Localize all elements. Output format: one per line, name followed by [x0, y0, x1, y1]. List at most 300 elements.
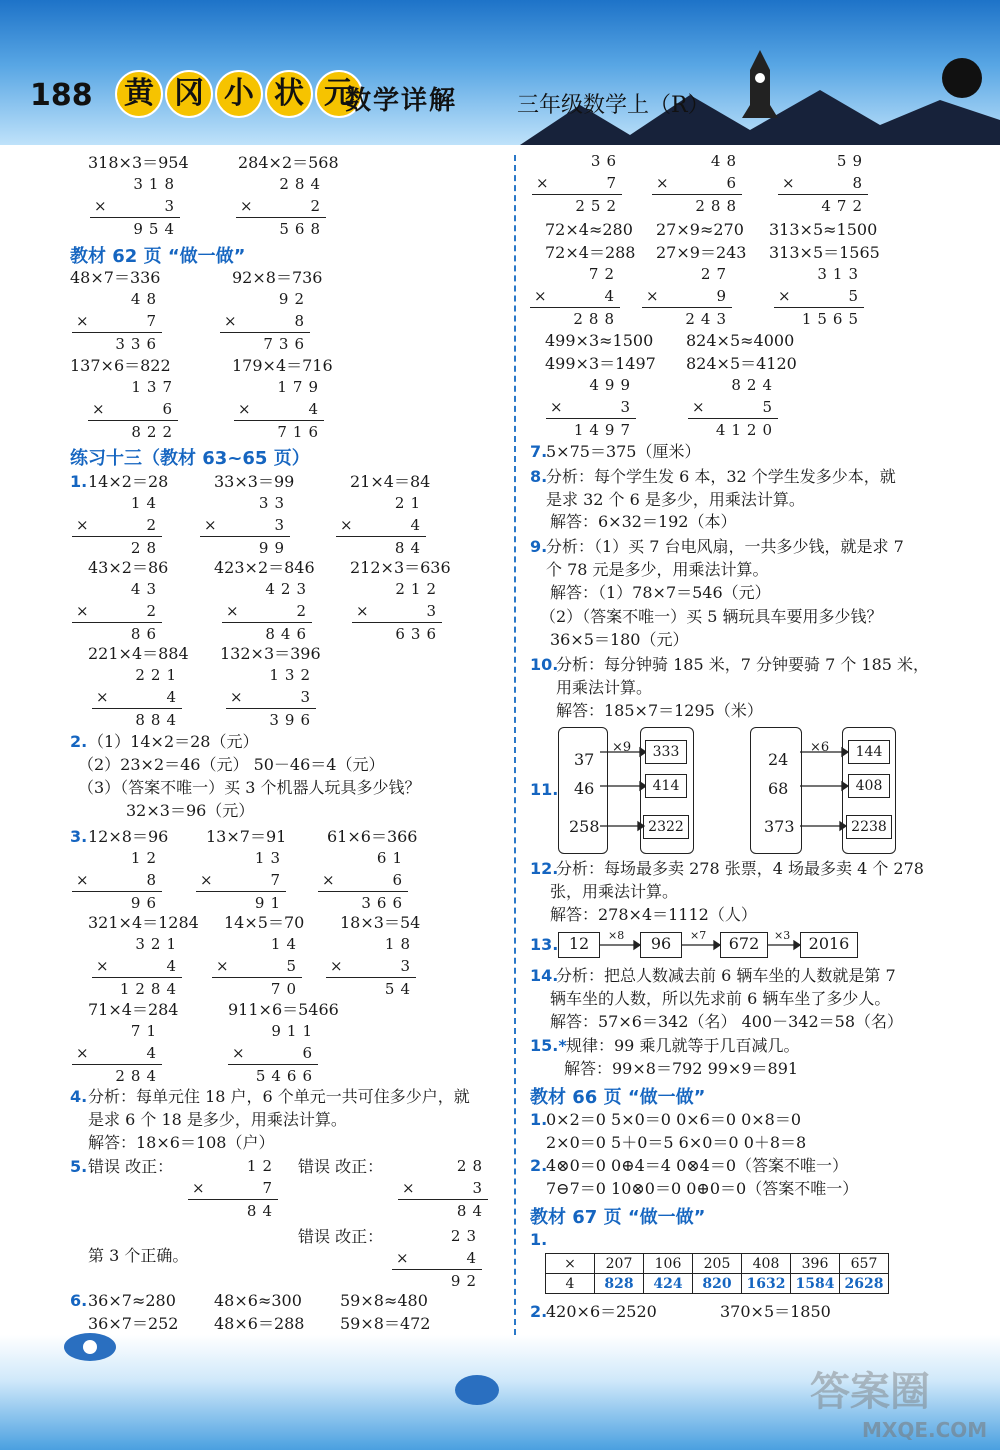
operand: 21 [394, 494, 426, 512]
operator-label: ×9 [612, 740, 632, 755]
product: 884 [135, 711, 182, 729]
product: 84 [456, 1202, 488, 1220]
operand: 4 [166, 688, 182, 706]
input-value: 37 [574, 750, 595, 769]
operand: 4 [308, 400, 324, 418]
table-header-row [546, 1254, 889, 1274]
answer-line: 4⊗0＝0 0⊕4＝4 0⊗4＝0（答案不唯一） [546, 1156, 849, 1175]
equation: 132×3＝396 [220, 644, 321, 663]
equation: 423×2＝846 [214, 558, 315, 577]
equation: 36×7≈280 [88, 1291, 176, 1310]
multiplier-row: × 5 [688, 396, 778, 419]
operand: 8 [852, 174, 868, 192]
product: 54 [384, 980, 416, 998]
operand: 6 [726, 174, 742, 192]
vertical-calc [392, 1225, 482, 1292]
operator-label: ×8 [608, 929, 625, 942]
equation: 14×5＝70 [224, 913, 305, 932]
vertical-calc [226, 664, 316, 731]
multiplier-row: × 6 [318, 869, 408, 892]
watermark-url: MXQE.COM [862, 1418, 988, 1442]
vertical-calc [234, 376, 324, 443]
operand: 5 [286, 957, 302, 975]
equation: 313×5≈1500 [769, 220, 878, 239]
multiplier-row: × 4 [72, 1042, 162, 1065]
product: 84 [394, 539, 426, 557]
input-value: 24 [768, 750, 789, 769]
product: 568 [279, 220, 326, 238]
product: 5466 [255, 1067, 318, 1085]
operand: 221 [135, 666, 182, 684]
answer-line: 解答：99×8＝792 99×9＝891 [564, 1059, 799, 1078]
operand: 7 [270, 871, 286, 889]
table-cell: 2628 [840, 1274, 889, 1294]
question-number: 3. [70, 827, 88, 846]
operand: 12 [246, 1157, 278, 1175]
answer-line: 规律：99 乘几就等于几百减几。 [566, 1036, 800, 1055]
answer-line: 7⊖7＝0 10⊗0＝0 0⊕0＝0（答案不唯一） [546, 1179, 859, 1198]
rocket-icon [60, 1325, 120, 1370]
output-value: 333 [645, 740, 687, 764]
vertical-calc [546, 374, 636, 441]
equation: 59×8≈480 [340, 1291, 428, 1310]
arrow-icon [598, 940, 802, 952]
equation: 27×9≈270 [656, 220, 744, 239]
brand-suffix: 数学详解 [345, 86, 458, 116]
multiplier-row: × 5 [774, 285, 864, 308]
product: 288 [695, 197, 742, 215]
multiplier-row: × 2 [222, 600, 312, 623]
output-value: 408 [848, 774, 890, 798]
question-number: 2. [530, 1302, 548, 1321]
table-cell: 424 [644, 1274, 693, 1294]
multiplier-row: × 5 [212, 955, 302, 978]
equation: 911×6＝5466 [228, 1000, 339, 1019]
answer-line: 36×5＝180（元） [550, 630, 689, 649]
subject-label: 三年级数学上（R） [517, 93, 710, 118]
operand: 23 [450, 1227, 482, 1245]
answer-line: 错误 改正： [298, 1227, 384, 1246]
table-cell: 408 [742, 1254, 791, 1274]
equation: 212×3＝636 [350, 558, 451, 577]
answer-line: 32×3＝96（元） [126, 801, 255, 820]
operand: 7 [146, 312, 162, 330]
product: 336 [115, 335, 162, 353]
vertical-calc [72, 578, 162, 645]
vertical-calc [72, 288, 162, 355]
answer-line: （2）（答案不唯一）买 5 辆玩具车要用多少钱？ [540, 607, 883, 626]
brand-char: 状 [265, 70, 313, 118]
answer-line: （1）14×2＝28（元） [88, 732, 259, 751]
answer-line: 2×0＝0 5＋0＝5 6×0＝0 0＋8＝8 [546, 1133, 807, 1152]
question-number: 2. [530, 1156, 548, 1175]
multiplier-row: × 7 [196, 869, 286, 892]
answer-line: 第 3 个正确。 [88, 1246, 189, 1265]
answer-line: 解答：18×6＝108（户） [88, 1133, 275, 1152]
vertical-calc [196, 847, 286, 914]
vertical-calc [188, 1155, 278, 1222]
equation: 284×2＝568 [238, 153, 339, 172]
operand: 4 [466, 1249, 482, 1267]
question-number: 10. [530, 655, 559, 674]
multiplier-row: × 3 [398, 1177, 488, 1200]
multiplier-row: × 3 [200, 514, 290, 537]
operand: 7 [262, 1179, 278, 1197]
operand: 911 [271, 1022, 318, 1040]
operand: 3 [300, 688, 316, 706]
chain-value: 96 [640, 932, 682, 958]
equation: 318×3＝954 [88, 153, 189, 172]
vertical-calc [642, 263, 732, 330]
operand: 321 [135, 935, 182, 953]
chain-value: 12 [558, 932, 600, 958]
operand: 318 [133, 175, 180, 193]
equation: 59×8＝472 [340, 1314, 431, 1333]
equation: 824×5≈4000 [686, 331, 795, 350]
vertical-calc [318, 847, 408, 914]
operand: 36 [590, 152, 622, 170]
product: 86 [130, 625, 162, 643]
equation: 36×7＝252 [88, 1314, 179, 1333]
section-heading: 教材 67 页 “做一做” [530, 1207, 706, 1228]
multiplier-row: × 8 [220, 310, 310, 333]
moon-graphic [942, 58, 982, 98]
vertical-calc [212, 933, 302, 1000]
table-cell: 820 [693, 1274, 742, 1294]
multiplier-row: × 3 [226, 686, 316, 709]
answer-line: 分析：每分钟骑 185 米，7 分钟要骑 7 个 185 米， [556, 655, 930, 674]
multiplier-row: × 4 [392, 1247, 482, 1270]
vertical-calc [352, 578, 442, 645]
product: 96 [130, 894, 162, 912]
operand: 179 [277, 378, 324, 396]
product: 288 [573, 310, 620, 328]
product: 396 [269, 711, 316, 729]
question-number: 8. [530, 467, 548, 486]
equation: 179×4＝716 [232, 356, 333, 375]
operand: 13 [254, 849, 286, 867]
header-banner [0, 0, 1000, 145]
equation: 72×4＝288 [545, 243, 636, 262]
answer-line: 420×6＝2520 [546, 1302, 657, 1321]
operand: 92 [278, 290, 310, 308]
operator-label: ×6 [810, 740, 830, 755]
operand: 14 [270, 935, 302, 953]
question-number: 15.* [530, 1036, 567, 1055]
chain-value: 672 [720, 932, 768, 958]
section-heading: 教材 62 页 “做一做” [70, 246, 246, 267]
product: 636 [395, 625, 442, 643]
operand: 12 [130, 849, 162, 867]
operand: 4 [166, 957, 182, 975]
vertical-calc [200, 492, 290, 559]
vertical-calc [398, 1155, 488, 1222]
vertical-calc [530, 263, 620, 330]
vertical-calc [90, 173, 180, 240]
equation: 137×6＝822 [70, 356, 171, 375]
operand: 499 [589, 376, 636, 394]
product: 84 [246, 1202, 278, 1220]
output-value: 414 [645, 774, 687, 798]
operand: 3 [426, 602, 442, 620]
vertical-calc [778, 150, 868, 217]
multiplier-row: × 4 [234, 398, 324, 421]
operand: 72 [588, 265, 620, 283]
answer-line: 解答：185×7＝1295（米） [556, 701, 763, 720]
vertical-calc [92, 664, 182, 731]
table-cell: 828 [595, 1274, 644, 1294]
vertical-calc [326, 933, 416, 1000]
product: 92 [450, 1272, 482, 1290]
product: 736 [263, 335, 310, 353]
vertical-calc [652, 150, 742, 217]
multiplier-row: × 4 [92, 955, 182, 978]
equation: 61×6＝366 [327, 827, 418, 846]
operand: 212 [395, 580, 442, 598]
operand: 61 [376, 849, 408, 867]
operand: 137 [131, 378, 178, 396]
product: 1497 [573, 421, 636, 439]
operand: 4 [410, 516, 426, 534]
operand: 8 [294, 312, 310, 330]
operand: 3 [472, 1179, 488, 1197]
multiplier-row: × 6 [88, 398, 178, 421]
product: 1284 [119, 980, 182, 998]
product: 1565 [801, 310, 864, 328]
question-number: 1. [70, 472, 88, 491]
answer-line: 解答：（1）78×7＝546（元） [550, 583, 771, 602]
product: 99 [258, 539, 290, 557]
answer-line: 错误 改正： [298, 1157, 384, 1176]
multiplier-row: × 4 [336, 514, 426, 537]
table-cell: 106 [644, 1254, 693, 1274]
operand: 3 [400, 957, 416, 975]
input-value: 373 [764, 817, 795, 836]
multiplier-row: × 7 [188, 1177, 278, 1200]
operand: 2 [310, 197, 326, 215]
operand: 14 [130, 494, 162, 512]
output-value: 144 [848, 740, 890, 764]
table-cell: 205 [693, 1254, 742, 1274]
multiplier-row: × 3 [90, 195, 180, 218]
operand: 132 [269, 666, 316, 684]
operand: 6 [162, 400, 178, 418]
answer-line: 是求 6 个 18 是多少，用乘法计算。 [88, 1110, 347, 1129]
answer-line: 0×2＝0 5×0＝0 0×6＝0 0×8＝0 [546, 1110, 802, 1129]
column-divider [514, 155, 516, 1335]
multiplier-row: × 8 [72, 869, 162, 892]
equation: 499×3≈1500 [545, 331, 654, 350]
answer-line: 辆车坐的人数，所以先求前 6 辆车坐了多少人。 [550, 989, 891, 1008]
product: 4120 [715, 421, 778, 439]
equation: 43×2＝86 [88, 558, 169, 577]
table-cell: 396 [791, 1254, 840, 1274]
answer-line: （2）23×2＝46（元） 50－46＝4（元） [78, 755, 385, 774]
vertical-calc [72, 492, 162, 559]
table-cell: 657 [840, 1254, 889, 1274]
answer-line: 分析：每场最多卖 278 张票，4 场最多卖 4 个 278 [556, 859, 924, 878]
equation: 92×8＝736 [232, 268, 323, 287]
product: 366 [361, 894, 408, 912]
multiplier-row: × 4 [92, 686, 182, 709]
vertical-calc [88, 376, 178, 443]
vertical-calc [220, 288, 310, 355]
table-cell: 207 [595, 1254, 644, 1274]
product: 822 [131, 423, 178, 441]
operand: 7 [606, 174, 622, 192]
operator-label: ×3 [774, 929, 791, 942]
operand: 43 [130, 580, 162, 598]
multiplier-row: × 2 [72, 600, 162, 623]
equation: 14×2＝28 [88, 472, 169, 491]
vertical-calc [532, 150, 622, 217]
equation: 499×3＝1497 [545, 354, 656, 373]
equation: 27×9＝243 [656, 243, 747, 262]
vertical-calc [228, 1020, 318, 1087]
multiplier-row: × 3 [546, 396, 636, 419]
table-cell: 1632 [742, 1274, 791, 1294]
multiplier-row: × 3 [326, 955, 416, 978]
answer-line: 分析：每单元住 18 户，6 个单元一共可住多少户，就 [88, 1087, 470, 1106]
operator-label: ×7 [690, 929, 707, 942]
operand: 59 [836, 152, 868, 170]
watermark-logo: 答案圈 [810, 1369, 930, 1415]
operand: 8 [146, 871, 162, 889]
question-number: 1. [530, 1110, 548, 1129]
answer-line: 解答：57×6＝342（名） 400－342＝58（名） [550, 1012, 904, 1031]
equation: 72×4≈280 [545, 220, 633, 239]
operand: 9 [716, 287, 732, 305]
section-heading: 教材 66 页 “做一做” [530, 1087, 706, 1108]
planet-icon [455, 1375, 499, 1405]
product: 91 [254, 894, 286, 912]
equation: 12×8＝96 [88, 827, 169, 846]
multiplier-row: × 8 [778, 172, 868, 195]
answer-line: （3）（答案不唯一）买 3 个机器人玩具多少钱？ [78, 778, 421, 797]
question-number: 14. [530, 966, 559, 985]
multiplier-row: × 4 [530, 285, 620, 308]
equation: 48×6≈300 [214, 1291, 302, 1310]
operand: 33 [258, 494, 290, 512]
equation: 321×4＝1284 [88, 913, 199, 932]
operand: 5 [762, 398, 778, 416]
operand: 28 [456, 1157, 488, 1175]
answer-line: 解答：6×32＝192（本） [550, 512, 737, 531]
chain-value: 2016 [800, 932, 858, 958]
table-row [546, 1274, 889, 1294]
multiplier-row: × 6 [652, 172, 742, 195]
answer-line: 370×5＝1850 [720, 1302, 831, 1321]
operand: 18 [384, 935, 416, 953]
product: 472 [821, 197, 868, 215]
vertical-calc [236, 173, 326, 240]
product: 243 [685, 310, 732, 328]
operand: 71 [130, 1022, 162, 1040]
output-value: 2238 [846, 815, 892, 839]
operand: 2 [296, 602, 312, 620]
product: 28 [130, 539, 162, 557]
multiplier-row: × 7 [532, 172, 622, 195]
arrow-icon [600, 740, 646, 840]
equation: 13×7＝91 [206, 827, 287, 846]
question-number: 11. [530, 780, 559, 799]
operand: 3 [620, 398, 636, 416]
answer-line: 个 78 元是多少，用乘法计算。 [546, 560, 769, 579]
multiplication-table [545, 1253, 889, 1294]
operand: 48 [130, 290, 162, 308]
vertical-calc [92, 933, 182, 1000]
product: 846 [265, 625, 312, 643]
answer-line: 分析：把总人数减去前 6 辆车坐的人数就是第 7 [556, 966, 896, 985]
question-number: 2. [70, 732, 88, 751]
brand-title [115, 70, 363, 118]
answer-line: 错误 改正： [88, 1157, 174, 1176]
answer-line: 分析：（1）买 7 台电风扇，一共多少钱，就是求 7 [546, 537, 904, 556]
multiplier-row: × 2 [72, 514, 162, 537]
multiplier-row: × 9 [642, 285, 732, 308]
operand: 3 [274, 516, 290, 534]
operand: 6 [302, 1044, 318, 1062]
operand: 2 [146, 602, 162, 620]
operand: 4 [604, 287, 620, 305]
operand: 313 [817, 265, 864, 283]
vertical-calc [72, 847, 162, 914]
equation: 48×6＝288 [214, 1314, 305, 1333]
answer-line: 是求 32 个 6 是多少，用乘法计算。 [546, 490, 805, 509]
input-value: 258 [569, 817, 600, 836]
operand: 48 [710, 152, 742, 170]
question-number: 12. [530, 859, 559, 878]
vertical-calc [688, 374, 778, 441]
question-number: 6. [70, 1291, 88, 1310]
vertical-calc [336, 492, 426, 559]
answer-line: 分析：每个学生发 6 本，32 个学生发多少本，就 [546, 467, 896, 486]
brand-char: 元 [315, 70, 363, 118]
product: 954 [133, 220, 180, 238]
product: 284 [115, 1067, 162, 1085]
operand: 5 [848, 287, 864, 305]
answer-line: 用乘法计算。 [556, 678, 653, 697]
operand: 4 [146, 1044, 162, 1062]
vertical-calc [222, 578, 312, 645]
product: 70 [270, 980, 302, 998]
arrow-icon [800, 740, 848, 840]
operand: 2 [146, 516, 162, 534]
answer-line: 5×75＝375（厘米） [546, 442, 701, 461]
equation: 221×4＝884 [88, 644, 189, 663]
multiplier-row: × 7 [72, 310, 162, 333]
rocket-icon [742, 50, 778, 120]
section-heading: 练习十三（教材 63~65 页） [70, 448, 310, 469]
table-cell: 4 [546, 1274, 595, 1294]
equation: 18×3＝54 [340, 913, 421, 932]
answer-line: 解答：278×4＝1112（人） [550, 905, 757, 924]
brand-char: 黄 [115, 70, 163, 118]
operand: 3 [164, 197, 180, 215]
product: 716 [277, 423, 324, 441]
equation: 21×4＝84 [350, 472, 431, 491]
equation: 33×3＝99 [214, 472, 295, 491]
equation: 48×7＝336 [70, 268, 161, 287]
question-number: 5. [70, 1157, 88, 1176]
question-number: 7. [530, 442, 548, 461]
operand: 284 [279, 175, 326, 193]
equation: 824×5＝4120 [686, 354, 797, 373]
operand: 27 [700, 265, 732, 283]
operand: 6 [392, 871, 408, 889]
input-value: 68 [768, 779, 789, 798]
vertical-calc [72, 1020, 162, 1087]
